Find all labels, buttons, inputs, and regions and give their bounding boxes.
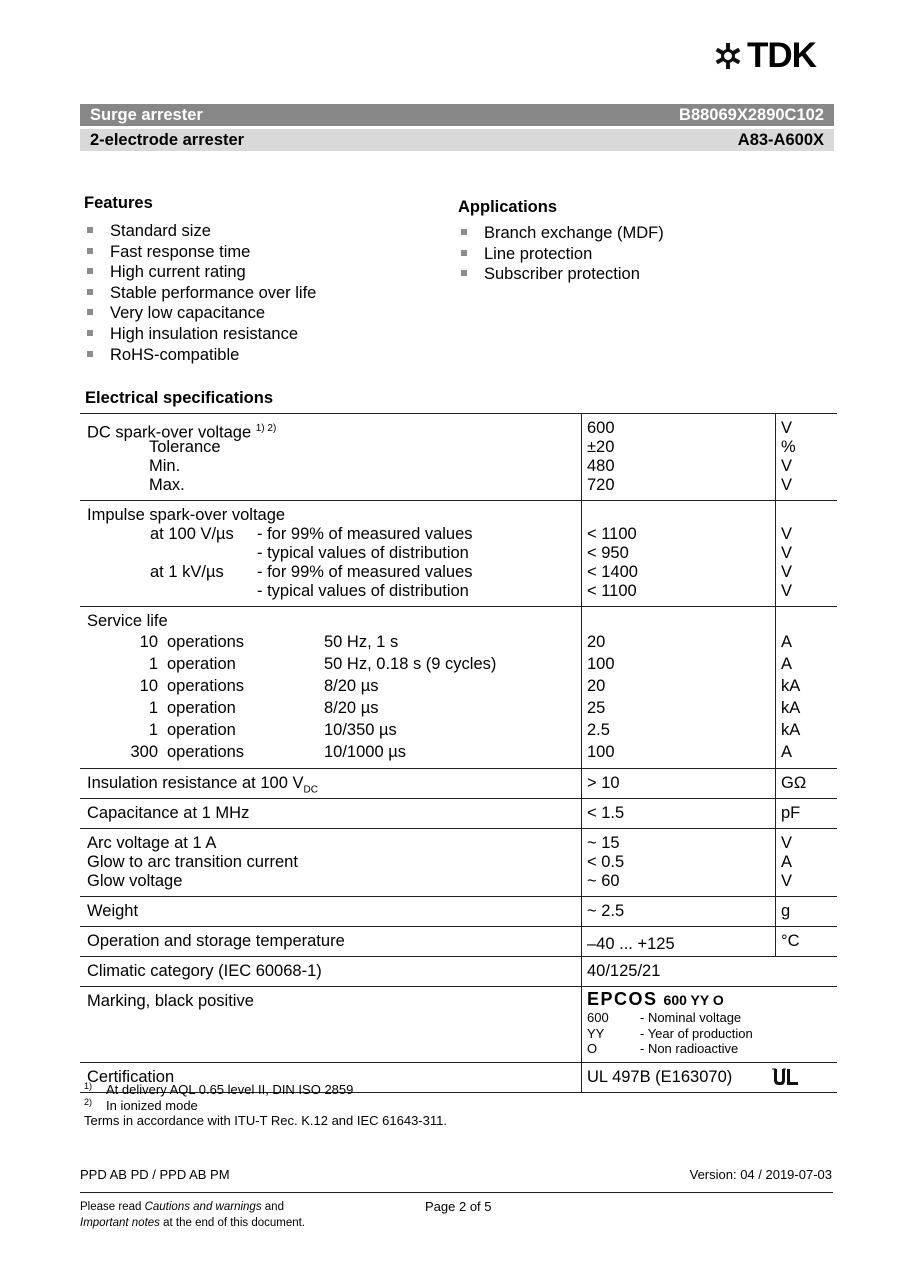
arc-voltage-unit: V bbox=[781, 834, 793, 852]
marking-legend-value: - Nominal voltage bbox=[640, 1010, 742, 1025]
bullet-icon bbox=[87, 351, 93, 357]
dc-value: 600 bbox=[587, 419, 615, 437]
dc-min-value: 480 bbox=[587, 457, 615, 475]
footnotes bbox=[84, 1082, 447, 1129]
bullet-icon bbox=[87, 248, 93, 254]
dc-tolerance-unit: % bbox=[781, 438, 796, 456]
bullet-icon bbox=[461, 229, 467, 235]
bullet-icon bbox=[87, 227, 93, 233]
service-operations: operations bbox=[167, 633, 245, 651]
dc-max-unit: V bbox=[781, 476, 793, 494]
table-row bbox=[80, 927, 837, 957]
service-unit: A bbox=[781, 633, 793, 651]
insulation-value: > 10 bbox=[587, 774, 620, 792]
footer-version: Version: 04 / 2019-07-03 bbox=[689, 1167, 832, 1182]
glow-voltage-label: Glow voltage bbox=[87, 872, 183, 890]
list-item bbox=[458, 244, 788, 265]
climatic-value: 40/125/21 bbox=[587, 962, 661, 980]
service-value: 20 bbox=[587, 633, 606, 651]
subtitle-bar bbox=[80, 129, 834, 151]
impulse-unit: V bbox=[781, 525, 793, 543]
tdk-emblem-icon bbox=[712, 40, 744, 72]
glow-arc-transition-unit: A bbox=[781, 853, 793, 871]
service-count: 1 bbox=[148, 699, 158, 717]
glow-voltage-unit: V bbox=[781, 872, 793, 890]
service-count: 300 bbox=[130, 743, 158, 761]
service-value: 100 bbox=[587, 655, 615, 673]
footnote-number: 1) bbox=[84, 1081, 93, 1091]
important-notes-link: Important notes bbox=[80, 1217, 160, 1229]
weight-value: ~ 2.5 bbox=[587, 902, 625, 920]
dc-min-label: Min. bbox=[149, 457, 181, 475]
insulation-unit: GΩ bbox=[781, 774, 807, 792]
dc-max-value: 720 bbox=[587, 476, 615, 494]
capacitance-value: < 1.5 bbox=[587, 804, 625, 822]
service-condition: 50 Hz, 0.18 s (9 cycles) bbox=[324, 655, 497, 673]
service-count: 1 bbox=[148, 655, 158, 673]
impulse-desc: - for 99% of measured values bbox=[257, 525, 473, 543]
impulse-desc: - typical values of distribution bbox=[257, 582, 469, 600]
part-number: B88069X2890C102 bbox=[679, 105, 824, 124]
ul-recognized-icon bbox=[771, 1067, 803, 1087]
service-operations: operations bbox=[167, 677, 245, 695]
service-count: 10 bbox=[139, 633, 158, 651]
marking-legend-value: - Year of production bbox=[640, 1025, 753, 1041]
list-item bbox=[84, 262, 414, 283]
service-unit: kA bbox=[781, 677, 801, 695]
list-item-label: Branch exchange (MDF) bbox=[484, 224, 664, 242]
climatic-label: Climatic category (IEC 60068-1) bbox=[87, 962, 322, 980]
service-life-label: Service life bbox=[87, 612, 168, 630]
certification-label: Certification bbox=[87, 1067, 175, 1086]
bullet-icon bbox=[87, 309, 93, 315]
footnote-ref: 1) 2) bbox=[255, 423, 277, 434]
certification-value: UL 497B (E163070) bbox=[587, 1067, 733, 1086]
list-item-label: RoHS-compatible bbox=[110, 345, 240, 364]
marking-label: Marking, black positive bbox=[87, 992, 254, 1010]
product-title: Surge arrester bbox=[90, 105, 203, 124]
table-row bbox=[80, 769, 837, 799]
impulse-desc: - typical values of distribution bbox=[257, 544, 469, 562]
temperature-label: Operation and storage temperature bbox=[87, 932, 345, 950]
marking-legend-value: - Non radioactive bbox=[640, 1041, 739, 1056]
service-life-row bbox=[87, 631, 581, 653]
service-count: 1 bbox=[148, 721, 158, 739]
dc-sparkover-label: DC spark-over voltage bbox=[87, 423, 252, 442]
temperature-unit: °C bbox=[781, 932, 800, 950]
service-life-row bbox=[87, 675, 581, 697]
bullet-icon bbox=[461, 250, 467, 256]
footer-note bbox=[80, 1199, 305, 1231]
footer-divider bbox=[80, 1192, 833, 1193]
dc-tolerance-value: ±20 bbox=[587, 438, 615, 456]
table-row bbox=[80, 987, 837, 1063]
list-item bbox=[84, 345, 414, 366]
glow-voltage-value: ~ 60 bbox=[587, 872, 620, 890]
dc-max-label: Max. bbox=[149, 476, 185, 494]
service-value: 100 bbox=[587, 743, 615, 761]
table-row bbox=[80, 829, 837, 897]
impulse-desc: - for 99% of measured values bbox=[257, 563, 473, 581]
footnote-number: 2) bbox=[84, 1096, 93, 1107]
service-condition: 10/1000 µs bbox=[324, 743, 406, 761]
footer-note-text: and bbox=[261, 1201, 284, 1213]
electrical-spec-title: Electrical specifications bbox=[85, 389, 274, 407]
insulation-sub: DC bbox=[303, 784, 318, 796]
service-operations: operation bbox=[167, 655, 236, 673]
product-subtitle: 2-electrode arrester bbox=[90, 130, 245, 149]
weight-label: Weight bbox=[87, 902, 139, 920]
list-item bbox=[458, 264, 788, 285]
table-row bbox=[80, 799, 837, 829]
temperature-value: –40 ... +125 bbox=[587, 935, 675, 953]
marking-legend-key: YY bbox=[587, 1025, 605, 1041]
weight-unit: g bbox=[781, 902, 791, 920]
service-condition: 10/350 µs bbox=[324, 721, 397, 739]
table-row bbox=[80, 414, 837, 501]
footnote-text: In ionized mode bbox=[106, 1097, 198, 1113]
impulse-unit: V bbox=[781, 544, 793, 562]
list-item bbox=[84, 303, 414, 324]
list-item bbox=[84, 283, 414, 304]
dc-tolerance-label: Tolerance bbox=[149, 438, 221, 456]
footnote-text: At delivery AQL 0.65 level II, DIN ISO 2859 bbox=[106, 1082, 354, 1097]
page-number: Page 2 of 5 bbox=[425, 1199, 492, 1214]
table-row bbox=[80, 897, 837, 927]
table-row bbox=[80, 607, 837, 769]
impulse-cond: at 1 kV/µs bbox=[150, 563, 224, 581]
applications-list bbox=[458, 223, 788, 285]
list-item bbox=[84, 324, 414, 345]
service-condition: 8/20 µs bbox=[324, 677, 379, 695]
list-item-label: High current rating bbox=[110, 263, 246, 282]
service-life-row bbox=[87, 697, 581, 719]
service-value: 25 bbox=[587, 699, 606, 717]
list-item-label: Stable performance over life bbox=[110, 283, 317, 302]
list-item-label: Fast response time bbox=[110, 242, 251, 261]
impulse-unit: V bbox=[781, 582, 793, 600]
impulse-unit: V bbox=[781, 563, 793, 581]
applications-title: Applications bbox=[458, 198, 558, 216]
marking-code: 600 YY O bbox=[663, 992, 724, 1008]
service-count: 10 bbox=[139, 677, 158, 695]
list-item-label: Standard size bbox=[110, 222, 211, 240]
list-item-label: Subscriber protection bbox=[484, 265, 640, 284]
footer-note-text: Please read bbox=[80, 1201, 145, 1213]
table-row bbox=[80, 957, 837, 987]
impulse-label: Impulse spark-over voltage bbox=[87, 506, 286, 524]
service-unit: kA bbox=[781, 699, 801, 717]
epcos-brand: EPCOS bbox=[587, 989, 658, 1009]
impulse-cond: at 100 V/µs bbox=[150, 525, 234, 543]
terms-text: Terms in accordance with ITU-T Rec. K.12 and IEC 61643-311. bbox=[84, 1113, 447, 1128]
glow-arc-transition-label: Glow to arc transition current bbox=[87, 853, 298, 871]
service-operations: operation bbox=[167, 699, 236, 717]
glow-arc-transition-value: < 0.5 bbox=[587, 853, 625, 871]
cautions-link: Cautions and warnings bbox=[144, 1201, 262, 1213]
impulse-value: < 950 bbox=[587, 544, 629, 562]
bullet-icon bbox=[87, 330, 93, 336]
capacitance-unit: pF bbox=[781, 804, 801, 822]
list-item-label: Very low capacitance bbox=[110, 304, 266, 323]
list-item-label: High insulation resistance bbox=[110, 324, 299, 343]
service-unit: A bbox=[781, 655, 793, 673]
arc-voltage-value: ~ 15 bbox=[587, 834, 620, 852]
list-item-label: Line protection bbox=[484, 244, 593, 263]
capacitance-label: Capacitance at 1 MHz bbox=[87, 804, 250, 822]
service-unit: A bbox=[781, 743, 793, 761]
service-condition: 8/20 µs bbox=[324, 699, 379, 717]
dc-unit: V bbox=[781, 419, 793, 437]
product-type: A83-A600X bbox=[737, 130, 824, 149]
service-value: 20 bbox=[587, 677, 606, 695]
arc-voltage-label: Arc voltage at 1 A bbox=[87, 834, 217, 852]
marking-legend-key: O bbox=[587, 1041, 598, 1056]
bullet-icon bbox=[461, 270, 467, 276]
impulse-value: < 1400 bbox=[587, 563, 638, 581]
electrical-spec-table bbox=[80, 413, 837, 1093]
footer-note-text: at the end of this document. bbox=[159, 1217, 306, 1229]
table-row bbox=[80, 501, 837, 607]
service-operations: operation bbox=[167, 721, 236, 739]
features-title: Features bbox=[84, 194, 153, 212]
service-value: 2.5 bbox=[587, 721, 610, 739]
service-condition: 50 Hz, 1 s bbox=[324, 633, 399, 651]
impulse-value: < 1100 bbox=[587, 525, 637, 543]
tdk-logo bbox=[712, 38, 816, 74]
features-list bbox=[84, 221, 414, 365]
service-life-row bbox=[87, 653, 581, 675]
marking-legend-key: 600 bbox=[587, 1010, 609, 1025]
bullet-icon bbox=[87, 289, 93, 295]
list-item bbox=[84, 242, 414, 263]
footer-department: PPD AB PD / PPD AB PM bbox=[80, 1167, 230, 1182]
tdk-logo-text: TDK bbox=[747, 36, 816, 75]
service-operations: operations bbox=[167, 743, 245, 761]
service-life-row bbox=[87, 741, 581, 763]
title-bar bbox=[80, 104, 834, 126]
bullet-icon bbox=[87, 268, 93, 274]
impulse-value: < 1100 bbox=[587, 582, 637, 600]
service-unit: kA bbox=[781, 721, 801, 739]
insulation-label: Insulation resistance at 100 V bbox=[87, 774, 304, 792]
list-item bbox=[84, 221, 414, 242]
service-life-row bbox=[87, 719, 581, 741]
list-item bbox=[458, 223, 788, 244]
dc-min-unit: V bbox=[781, 457, 793, 475]
